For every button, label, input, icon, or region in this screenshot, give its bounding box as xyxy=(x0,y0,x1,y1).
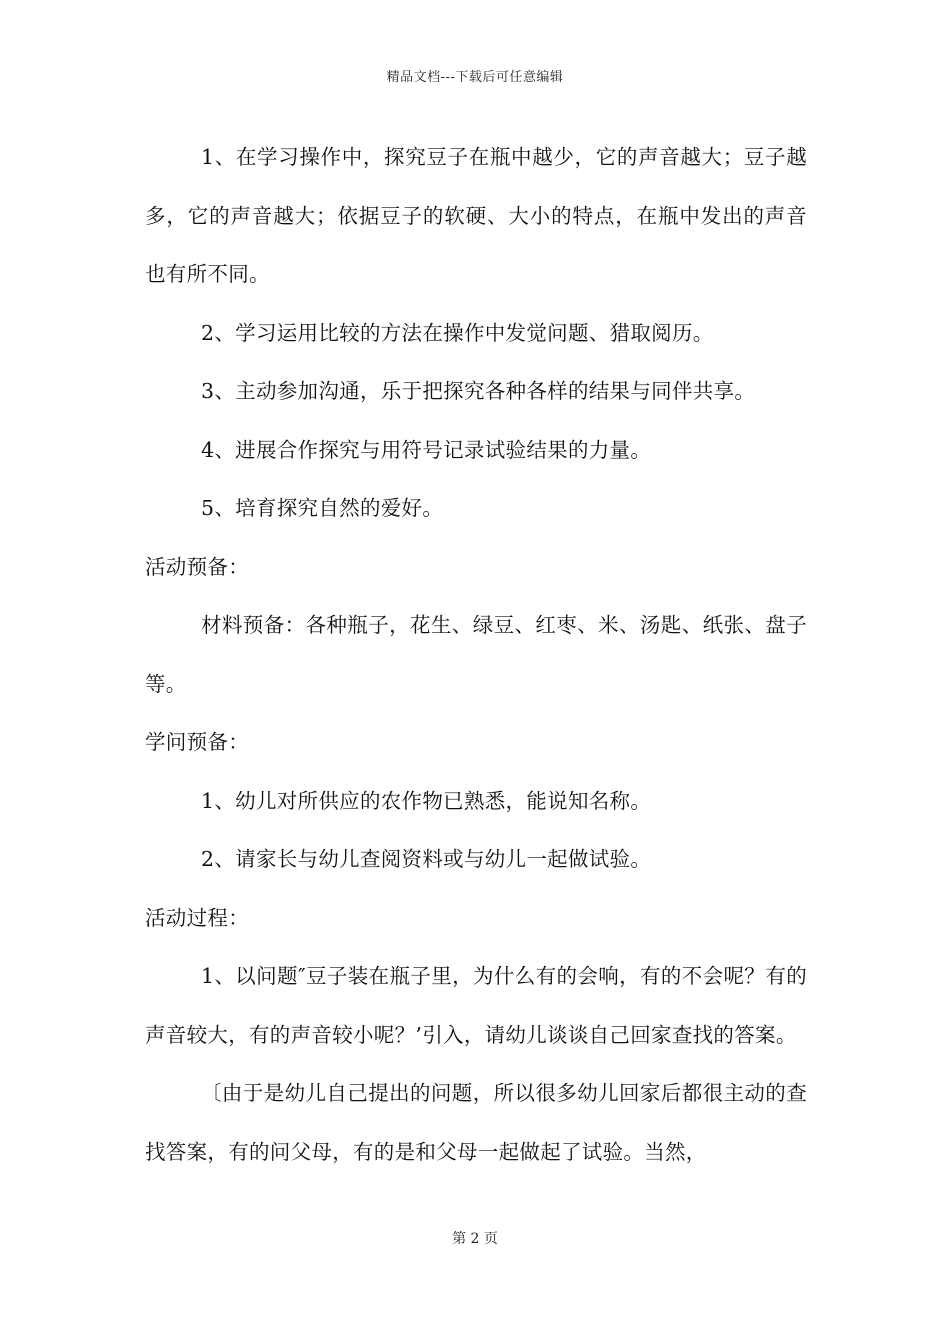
paragraph-process-note: 〔由于是幼儿自己提出的问题，所以很多幼儿回家后都很主动的查找答案，有的问父母，有的是和父母一起做起了试验。当然， xyxy=(145,1081,807,1164)
paragraph-goal-3: 3、主动参加沟通，乐于把探究各种各样的结果与同伴共享。 xyxy=(201,379,756,403)
document-body xyxy=(145,128,807,1181)
page-header: 精品文档---下载后可任意编辑 xyxy=(386,70,564,85)
paragraph-process-1: 1、以问题″豆子装在瓶子里，为什么有的会响，有的不会呢？有的声音较大，有的声音较小呢？’引入，请幼儿谈谈自己回家查找的答案。 xyxy=(145,964,807,1047)
paragraph-knowledge-1: 1、幼儿对所供应的农作物已熟悉，能说知名称。 xyxy=(201,788,652,813)
section-heading-process: 活动过程： xyxy=(145,905,249,930)
paragraph-goal-1: 1、在学习操作中，探究豆子在瓶中越少，它的声音越大；豆子越多，它的声音越大；依据豆子的软硬、大小的特点，在瓶中发出的声音也有所不同。 xyxy=(145,145,807,286)
paragraph-materials: 材料预备：各种瓶子，花生、绿豆、红枣、米、汤匙、纸张、盘子等。 xyxy=(145,613,807,696)
paragraph-goal-2: 2、学习运用比较的方法在操作中发觉问题、猎取阅历。 xyxy=(201,320,714,345)
paragraph-knowledge-2: 2、请家长与幼儿查阅资料或与幼儿一起做试验。 xyxy=(201,847,652,871)
paragraph-goal-4: 4、进展合作探究与用符号记录试验结果的力量。 xyxy=(201,437,652,462)
section-heading-knowledge: 学问预备： xyxy=(145,730,249,754)
paragraph-goal-5: 5、培育探究自然的爱好。 xyxy=(201,496,444,520)
page-number: 第 2 页 xyxy=(452,1231,498,1247)
section-heading-preparation: 活动预备： xyxy=(145,554,249,579)
